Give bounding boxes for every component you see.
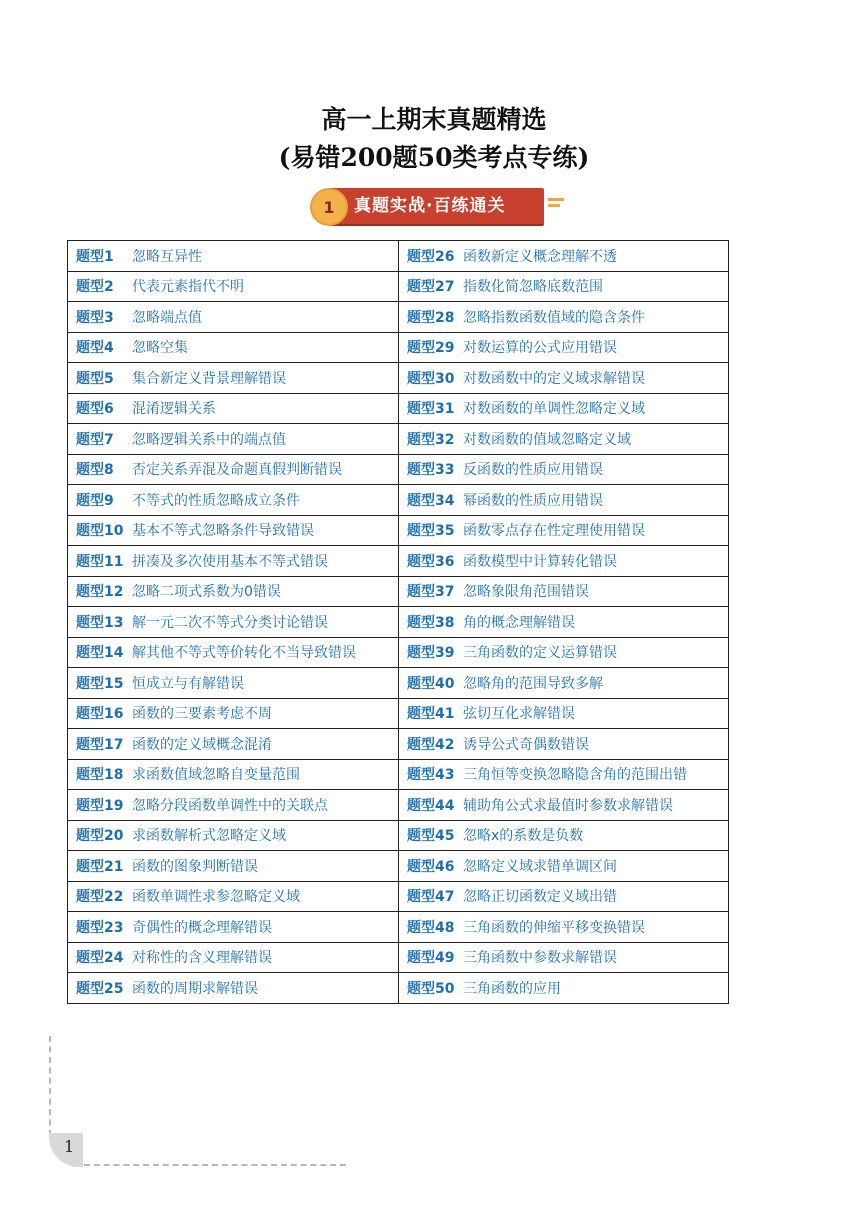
topic-number: 题型24	[76, 950, 124, 967]
table-row	[68, 820, 729, 851]
topic-number: 题型48	[407, 919, 455, 936]
section-banner	[310, 186, 562, 228]
topic-text: 解一元二次不等式分类讨论错误	[132, 614, 328, 631]
topic-number: 题型40	[407, 675, 455, 692]
topic-cell-left	[68, 637, 399, 668]
topic-number: 题型47	[407, 889, 455, 906]
page-number: 1	[64, 1137, 75, 1156]
topic-number: 题型34	[407, 492, 455, 509]
topic-text: 对数函数的单调性忽略定义域	[463, 401, 645, 418]
topic-cell-right	[399, 302, 729, 333]
section-number-badge: 1	[310, 188, 348, 226]
topic-number: 题型3	[76, 309, 114, 326]
topic-text: 忽略指数函数值域的隐含条件	[463, 309, 645, 326]
topic-text: 混淆逻辑关系	[132, 401, 216, 418]
topic-cell-left	[68, 363, 399, 394]
topic-number: 题型11	[76, 553, 124, 570]
topic-number: 题型39	[407, 645, 455, 662]
topic-cell-right	[399, 851, 729, 882]
topic-cell-left	[68, 241, 399, 272]
topic-cell-left	[68, 698, 399, 729]
topic-text: 对数函数的值域忽略定义域	[463, 431, 631, 448]
table-row	[68, 363, 729, 394]
topic-cell-left	[68, 485, 399, 516]
topic-number: 题型36	[407, 553, 455, 570]
table-row	[68, 546, 729, 577]
table-row	[68, 515, 729, 546]
topic-text: 忽略角的范围导致多解	[463, 675, 603, 692]
topic-text: 求函数值域忽略自变量范围	[132, 767, 300, 784]
topic-cell-right	[399, 668, 729, 699]
topic-cell-right	[399, 942, 729, 973]
topic-cell-right	[399, 973, 729, 1004]
topic-text: 角的概念理解错误	[463, 614, 575, 631]
topic-text: 诱导公式奇偶数错误	[463, 736, 589, 753]
table-row	[68, 454, 729, 485]
topic-number: 题型43	[407, 767, 455, 784]
topic-text: 集合新定义背景理解错误	[132, 370, 286, 387]
topic-cell-left	[68, 424, 399, 455]
topic-cell-left	[68, 942, 399, 973]
topic-cell-right	[399, 790, 729, 821]
topic-text: 拼凑及多次使用基本不等式错误	[132, 553, 328, 570]
topic-cell-left	[68, 759, 399, 790]
topic-text: 函数零点存在性定理使用错误	[463, 523, 645, 540]
topic-table	[67, 240, 729, 1004]
topic-text: 解其他不等式等价转化不当导致错误	[132, 645, 356, 662]
page-corner-dashed-line-horizontal	[84, 1164, 346, 1166]
topic-text: 三角函数的定义运算错误	[463, 645, 617, 662]
topic-text: 幂函数的性质应用错误	[463, 492, 603, 509]
topic-cell-left	[68, 668, 399, 699]
topic-cell-right	[399, 271, 729, 302]
topic-cell-left	[68, 729, 399, 760]
topic-number: 题型27	[407, 279, 455, 296]
topic-cell-left	[68, 851, 399, 882]
topic-cell-right	[399, 546, 729, 577]
table-row	[68, 271, 729, 302]
document-subtitle: (易错200题50类考点专练)	[278, 143, 590, 172]
table-row	[68, 973, 729, 1004]
topic-number: 题型38	[407, 614, 455, 631]
topic-number: 题型18	[76, 767, 124, 784]
topic-number: 题型4	[76, 340, 114, 357]
topic-text: 求函数解析式忽略定义域	[132, 828, 286, 845]
topic-text: 函数的图象判断错误	[132, 858, 258, 875]
topic-number: 题型46	[407, 858, 455, 875]
topic-text: 忽略正切函数定义域出错	[463, 889, 617, 906]
topic-text: 奇偶性的概念理解错误	[132, 919, 272, 936]
topic-text: 不等式的性质忽略成立条件	[132, 492, 300, 509]
topic-cell-right	[399, 454, 729, 485]
topic-text: 反函数的性质应用错误	[463, 462, 603, 479]
topic-number: 题型1	[76, 248, 114, 265]
table-row	[68, 332, 729, 363]
topic-number: 题型33	[407, 462, 455, 479]
topic-cell-left	[68, 332, 399, 363]
topic-cell-left	[68, 546, 399, 577]
topic-cell-right	[399, 820, 729, 851]
topic-text: 忽略二项式系数为0错误	[132, 584, 281, 601]
topic-text: 忽略分段函数单调性中的关联点	[132, 797, 328, 814]
topic-number: 题型45	[407, 828, 455, 845]
topic-cell-left	[68, 271, 399, 302]
topic-text: 函数的周期求解错误	[132, 980, 258, 997]
topic-cell-right	[399, 393, 729, 424]
section-label: 真题实战·百练通关	[354, 196, 506, 216]
topic-number: 题型31	[407, 401, 455, 418]
table-row	[68, 942, 729, 973]
topic-text: 指数化简忽略底数范围	[463, 279, 603, 296]
table-row	[68, 851, 729, 882]
topic-text: 对数运算的公式应用错误	[463, 340, 617, 357]
topic-number: 题型50	[407, 980, 455, 997]
topic-number: 题型41	[407, 706, 455, 723]
topic-number: 题型21	[76, 858, 124, 875]
topic-number: 题型26	[407, 248, 455, 265]
topic-text: 对数函数中的定义域求解错误	[463, 370, 645, 387]
topic-number: 题型19	[76, 797, 124, 814]
topic-cell-right	[399, 485, 729, 516]
topic-text: 忽略互异性	[132, 248, 202, 265]
topic-cell-right	[399, 363, 729, 394]
table-row	[68, 241, 729, 272]
topic-text: 弦切互化求解错误	[463, 706, 575, 723]
table-row	[68, 576, 729, 607]
topic-number: 题型6	[76, 401, 114, 418]
topic-cell-right	[399, 515, 729, 546]
table-row	[68, 637, 729, 668]
topic-text: 忽略象限角范围错误	[463, 584, 589, 601]
topic-number: 题型20	[76, 828, 124, 845]
table-row	[68, 393, 729, 424]
topic-cell-left	[68, 515, 399, 546]
decorative-stripes-icon	[548, 198, 564, 210]
table-row	[68, 729, 729, 760]
topic-number: 题型9	[76, 492, 114, 509]
topic-cell-right	[399, 759, 729, 790]
topic-number: 题型35	[407, 523, 455, 540]
table-row	[68, 790, 729, 821]
topic-cell-left	[68, 790, 399, 821]
table-row	[68, 912, 729, 943]
topic-number: 题型37	[407, 584, 455, 601]
topic-cell-left	[68, 607, 399, 638]
topic-number: 题型13	[76, 614, 124, 631]
topic-number: 题型42	[407, 736, 455, 753]
topic-text: 忽略空集	[132, 340, 188, 357]
topic-text: 代表元素指代不明	[132, 279, 244, 296]
topic-text: 忽略定义域求错单调区间	[463, 858, 617, 875]
topic-text: 辅助角公式求最值时参数求解错误	[463, 797, 673, 814]
topic-cell-right	[399, 424, 729, 455]
topic-cell-right	[399, 881, 729, 912]
topic-text: 忽略逻辑关系中的端点值	[132, 431, 286, 448]
topic-cell-right	[399, 241, 729, 272]
topic-number: 题型29	[407, 340, 455, 357]
topic-cell-left	[68, 912, 399, 943]
topic-number: 题型23	[76, 919, 124, 936]
table-row	[68, 759, 729, 790]
topic-cell-right	[399, 332, 729, 363]
topic-text: 对称性的含义理解错误	[132, 950, 272, 967]
topic-number: 题型49	[407, 950, 455, 967]
topic-text: 函数单调性求参忽略定义域	[132, 889, 300, 906]
topic-cell-left	[68, 576, 399, 607]
topic-text: 基本不等式忽略条件导致错误	[132, 523, 314, 540]
topic-number: 题型25	[76, 980, 124, 997]
page-corner-dashed-line-vertical	[49, 1036, 51, 1136]
topic-text: 三角恒等变换忽略隐含角的范围出错	[463, 767, 687, 784]
topic-cell-left	[68, 393, 399, 424]
topic-text: 忽略x的系数是负数	[463, 828, 584, 845]
topic-cell-left	[68, 973, 399, 1004]
topic-number: 题型14	[76, 645, 124, 662]
topic-cell-left	[68, 302, 399, 333]
topic-number: 题型32	[407, 431, 455, 448]
table-row	[68, 485, 729, 516]
topic-text: 函数新定义概念理解不透	[463, 248, 617, 265]
topic-text: 三角函数的伸缩平移变换错误	[463, 919, 645, 936]
topic-cell-right	[399, 637, 729, 668]
topic-cell-left	[68, 454, 399, 485]
topic-number: 题型17	[76, 736, 124, 753]
topic-number: 题型16	[76, 706, 124, 723]
topic-number: 题型2	[76, 279, 114, 296]
topic-number: 题型22	[76, 889, 124, 906]
topic-text: 三角函数的应用	[463, 980, 561, 997]
topic-number: 题型28	[407, 309, 455, 326]
topic-number: 题型7	[76, 431, 114, 448]
topic-number: 题型30	[407, 370, 455, 387]
topic-number: 题型8	[76, 462, 114, 479]
table-row	[68, 881, 729, 912]
topic-cell-right	[399, 698, 729, 729]
table-row	[68, 424, 729, 455]
topic-number: 题型44	[407, 797, 455, 814]
topic-text: 三角函数中参数求解错误	[463, 950, 617, 967]
topic-cell-left	[68, 881, 399, 912]
table-row	[68, 698, 729, 729]
topic-text: 忽略端点值	[132, 309, 202, 326]
table-row	[68, 668, 729, 699]
topic-text: 恒成立与有解错误	[132, 675, 244, 692]
table-row	[68, 607, 729, 638]
topic-text: 函数的三要素考虑不周	[132, 706, 272, 723]
topic-number: 题型10	[76, 523, 124, 540]
topic-number: 题型5	[76, 370, 114, 387]
topic-cell-right	[399, 576, 729, 607]
topic-text: 函数的定义域概念混淆	[132, 736, 272, 753]
topic-text: 否定关系弄混及命题真假判断错误	[132, 462, 342, 479]
topic-cell-left	[68, 820, 399, 851]
topic-cell-right	[399, 912, 729, 943]
topic-cell-right	[399, 729, 729, 760]
document-title: 高一上期末真题精选	[321, 105, 547, 134]
topic-cell-right	[399, 607, 729, 638]
table-row	[68, 302, 729, 333]
topic-number: 题型12	[76, 584, 124, 601]
topic-text: 函数模型中计算转化错误	[463, 553, 617, 570]
topic-number: 题型15	[76, 675, 124, 692]
